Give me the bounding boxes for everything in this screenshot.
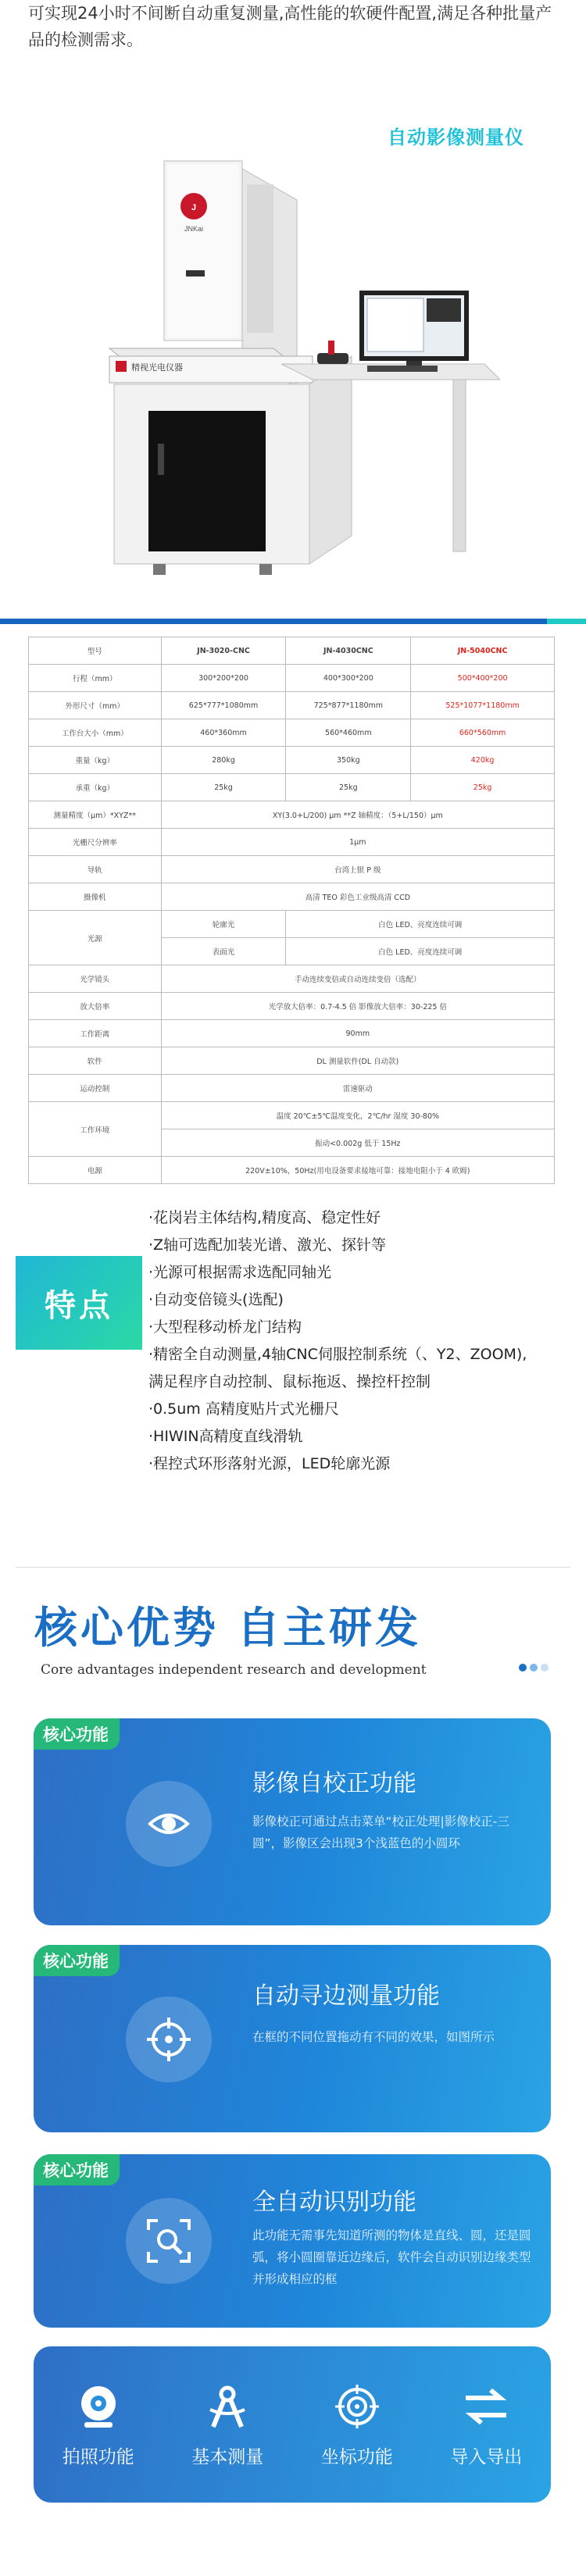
product-title: 自动影像测量仪	[388, 127, 524, 148]
feature-item: ·0.5um 高精度贴片式光栅尺	[148, 1400, 339, 1418]
feature-card-auto-recognition	[34, 2154, 551, 2328]
table-cell: 90mm	[161, 1020, 554, 1047]
table-cell: 重量（kg）	[29, 747, 162, 774]
section-divider	[16, 1567, 570, 1568]
table-row	[29, 801, 555, 829]
target-icon	[332, 2382, 382, 2432]
table-cell: 白色 LED、亮度连续可调	[286, 938, 555, 965]
table-header-cell: JN-3020-CNC	[161, 637, 286, 665]
table-row	[29, 1102, 555, 1129]
table-cell: 测量精度（μm）*XYZ**	[29, 801, 162, 829]
table-cell: 轮廓光	[161, 911, 286, 938]
spec-table	[28, 637, 555, 1184]
feature-item: ·大型程移动桥龙门结构	[148, 1318, 302, 1336]
table-row	[29, 692, 555, 719]
swap-arrows-icon	[461, 2382, 511, 2432]
table-cell: 420kg	[411, 747, 555, 774]
table-cell: 运动控制	[29, 1075, 162, 1102]
card-tag: 核心功能	[34, 1945, 120, 1976]
webcam-icon	[73, 2382, 123, 2432]
card-description: 在框的不同位置拖动有不同的效果，如图所示	[252, 2030, 495, 2044]
core-title: 核心优势 自主研发	[34, 1603, 422, 1653]
tool-photo[interactable]	[40, 2382, 157, 2468]
features-badge: 特点	[16, 1256, 142, 1350]
table-cell: 220V±10%，50Hz(用电设备要求接地可靠：接地电阻小于 4 欧姆)	[161, 1157, 554, 1184]
table-cell: 工作环境	[29, 1102, 162, 1157]
table-cell: 表面光	[161, 938, 286, 965]
tools-strip	[34, 2346, 551, 2503]
table-header-cell: JN-4030CNC	[286, 637, 411, 665]
machine-logo: JNKai	[184, 225, 204, 233]
table-cell: 460*360mm	[161, 719, 286, 747]
pager-dot	[530, 1664, 538, 1672]
feature-item: 满足程序自动控制、鼠标拖返、操控杆控制	[148, 1373, 431, 1390]
table-cell: 承重（kg）	[29, 774, 162, 801]
table-row	[29, 747, 555, 774]
tool-label: 拍照功能	[62, 2446, 134, 2467]
scan-search-icon	[126, 2198, 212, 2284]
crosshair-icon	[126, 1996, 212, 2082]
core-subtitle: Core advantages independent research and development	[41, 1662, 427, 1678]
tool-coordinates[interactable]	[298, 2382, 416, 2468]
table-cell: XY(3.0+L/200) μm **Z 轴精度：（5+L/150）μm	[161, 801, 554, 829]
table-header-cell: JN-5040CNC	[411, 637, 555, 665]
table-row	[29, 1047, 555, 1075]
measuring-machine-image	[94, 153, 500, 590]
table-cell: 台湾上银 P 级	[161, 856, 554, 883]
table-cell: 工作距离	[29, 1020, 162, 1047]
table-row	[29, 829, 555, 856]
svg-text:J: J	[191, 203, 197, 212]
table-cell: 工作台大小（mm）	[29, 719, 162, 747]
brand-label: 精视光电仪器	[131, 363, 183, 373]
table-cell: 雷速驱动	[161, 1075, 554, 1102]
table-row	[29, 911, 555, 938]
table-cell: 放大倍率	[29, 993, 162, 1020]
table-row	[29, 1157, 555, 1184]
tool-basic-measure[interactable]	[169, 2382, 286, 2468]
table-cell: 25kg	[411, 774, 555, 801]
card-tag: 核心功能	[34, 1718, 120, 1750]
table-cell: 软件	[29, 1047, 162, 1075]
table-row	[29, 1075, 555, 1102]
feature-item: ·精密全自动测量,4轴CNC伺服控制系统（、Y2、ZOOM),	[148, 1346, 527, 1363]
table-cell: 光栅尺分辨率	[29, 829, 162, 856]
compass-icon	[202, 2382, 252, 2432]
table-cell: 280kg	[161, 747, 286, 774]
pager-dot	[541, 1664, 548, 1672]
table-row	[29, 965, 555, 993]
table-cell: 500*400*200	[411, 665, 555, 692]
card-description: 影像校正可通过点击菜单“校正处理|影像校正-三圆”，影像区会出现3个浅蓝色的小圆环	[252, 1814, 509, 1850]
section-divider-accent	[547, 619, 586, 624]
feature-item: ·自动变倍镜头(选配)	[148, 1291, 284, 1308]
table-cell: 光学镜头	[29, 965, 162, 993]
table-row	[29, 665, 555, 692]
tool-label: 导入导出	[450, 2446, 523, 2467]
table-cell: 400*300*200	[286, 665, 411, 692]
tool-label: 基本测量	[191, 2446, 264, 2467]
feature-item: ·程控式环形落射光源，LED轮廓光源	[148, 1455, 391, 1472]
table-cell: 1μm	[161, 829, 554, 856]
card-tag: 核心功能	[34, 2154, 120, 2185]
table-cell: 660*560mm	[411, 719, 555, 747]
table-cell: 光学放大倍率：0.7-4.5 倍 影像放大倍率：30-225 倍	[161, 993, 554, 1020]
table-cell: 导轨	[29, 856, 162, 883]
feature-item: ·HIWIN高精度直线滑轨	[148, 1428, 303, 1445]
table-cell: 300*200*200	[161, 665, 286, 692]
table-cell: 行程（mm）	[29, 665, 162, 692]
section-divider-bar	[0, 619, 578, 624]
table-cell: 350kg	[286, 747, 411, 774]
table-cell: 电源	[29, 1157, 162, 1184]
tool-import-export[interactable]	[427, 2382, 545, 2468]
table-row	[29, 856, 555, 883]
feature-card-image-correction	[34, 1718, 551, 1925]
table-cell: 560*460mm	[286, 719, 411, 747]
card-description: 此功能无需事先知道所测的物体是直线、圆，还是圆弧，将小圆圈靠近边缘后，软件会自动识别边缘类型并形成相应的框	[252, 2228, 531, 2286]
table-cell: 摄像机	[29, 883, 162, 911]
table-cell: 25kg	[286, 774, 411, 801]
pager-dot	[519, 1664, 527, 1672]
feature-item: ·光源可根据需求选配同轴光	[148, 1264, 332, 1281]
table-row	[29, 719, 555, 747]
table-cell: 625*777*1080mm	[161, 692, 286, 719]
table-cell: 725*877*1180mm	[286, 692, 411, 719]
features-list	[148, 1204, 570, 1478]
table-cell: 温度 20℃±5℃温度变化，2℃/hr 湿度 30-80%	[161, 1102, 554, 1129]
feature-item: ·花岗岩主体结构,精度高、稳定性好	[148, 1209, 381, 1226]
feature-card-edge-finding	[34, 1945, 551, 2132]
table-row	[29, 637, 555, 665]
table-row	[29, 993, 555, 1020]
intro-text: 可实现24小时不间断自动重复测量,高性能的软硬件配置,满足各种批量产品的检测需求。	[28, 4, 552, 49]
table-row	[29, 1020, 555, 1047]
eye-icon	[126, 1781, 212, 1867]
card-title: 自动寻边测量功能	[252, 1982, 440, 2010]
table-cell: 高清 TEO 彩色工业级高清 CCD	[161, 883, 554, 911]
table-cell: 25kg	[161, 774, 286, 801]
table-cell: 振动<0.002g 低于 15Hz	[161, 1129, 554, 1157]
table-cell: 手动连续变倍或自动连续变倍（选配）	[161, 965, 554, 993]
card-title: 全自动识别功能	[252, 2189, 416, 2216]
feature-item: ·Z轴可选配加装光谱、激光、探针等	[148, 1236, 387, 1254]
card-title: 影像自校正功能	[252, 1770, 416, 1797]
table-cell: 525*1077*1180mm	[411, 692, 555, 719]
table-cell: 光源	[29, 911, 162, 965]
table-cell: 外形尺寸（mm）	[29, 692, 162, 719]
table-cell: DL 测量软件(DL 自动款)	[161, 1047, 554, 1075]
table-row	[29, 774, 555, 801]
table-row	[29, 883, 555, 911]
table-cell: 白色 LED、亮度连续可调	[286, 911, 555, 938]
tool-label: 坐标功能	[320, 2446, 393, 2467]
table-header-cell: 型号	[29, 637, 162, 665]
